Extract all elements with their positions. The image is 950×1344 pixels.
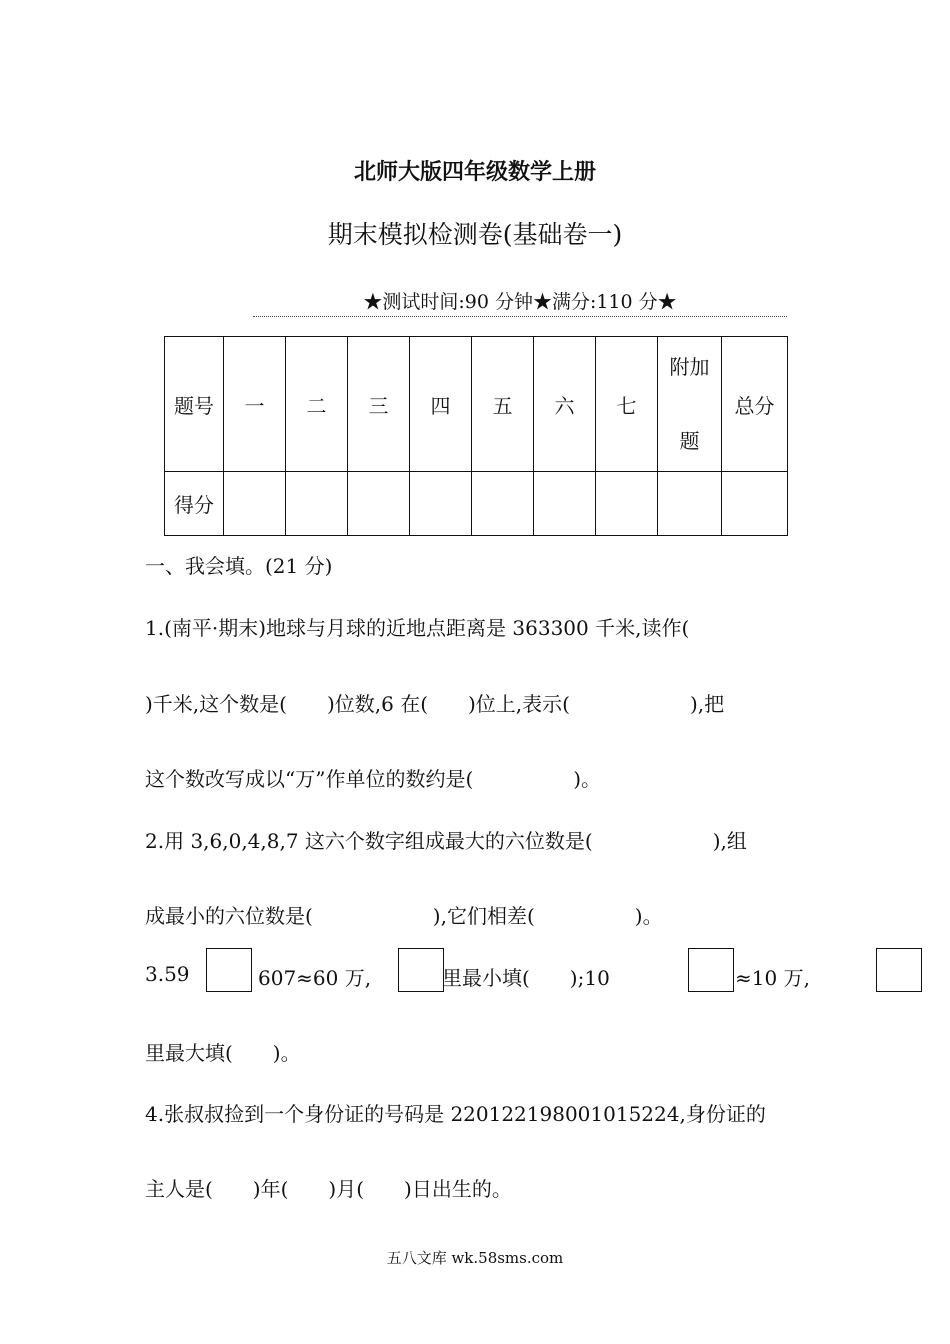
q1-line2: )千米,这个数是( )位数,6 在( )位上,表示( ),把 (145, 692, 725, 716)
score-cell[interactable] (596, 472, 658, 536)
section-heading: 一、我会填。(21 分) (145, 554, 333, 578)
score-table (164, 336, 788, 536)
answer-box[interactable] (876, 948, 922, 992)
score-cell[interactable] (658, 472, 722, 536)
score-cell[interactable] (410, 472, 472, 536)
col-header-7: 七 (596, 337, 658, 472)
score-cell[interactable] (286, 472, 348, 536)
col-header-2: 二 (286, 337, 348, 472)
extra-line2: 题 (679, 429, 700, 453)
table-row (165, 472, 788, 536)
col-header-6: 六 (534, 337, 596, 472)
document-title: 北师大版四年级数学上册 (353, 159, 596, 185)
q1-line3: 这个数改写成以“万”作单位的数约是( )。 (145, 767, 602, 791)
score-cell[interactable] (348, 472, 410, 536)
table-row (165, 337, 788, 472)
q2-line2: 成最小的六位数是( ),它们相差( )。 (145, 904, 663, 928)
answer-box[interactable] (206, 948, 252, 992)
q3-part3: 里最小填( );10 (442, 966, 610, 990)
exam-info: ★测试时间:90 分钟★满分:110 分★ (253, 287, 787, 317)
row-label-score: 得分 (165, 472, 224, 536)
score-cell[interactable] (722, 472, 788, 536)
score-cell[interactable] (472, 472, 534, 536)
score-cell[interactable] (224, 472, 286, 536)
col-header-extra (658, 337, 722, 472)
col-header-3: 三 (348, 337, 410, 472)
answer-box[interactable] (398, 948, 444, 992)
footer-watermark: 五八文库 wk.58sms.com (386, 1249, 564, 1267)
extra-line1: 附加 (669, 355, 710, 379)
q4-line1: 4.张叔叔捡到一个身份证的号码是 220122198001015224,身份证的 (145, 1102, 766, 1126)
q3-part2: 607≈60 万, (258, 966, 372, 990)
col-header-5: 五 (472, 337, 534, 472)
document-subtitle: 期末模拟检测卷(基础卷一) (327, 220, 623, 249)
col-header-4: 四 (410, 337, 472, 472)
score-cell[interactable] (534, 472, 596, 536)
q3-part4: ≈10 万, (735, 966, 810, 990)
answer-box[interactable] (688, 948, 734, 992)
row-label-question-number: 题号 (165, 337, 224, 472)
col-header-1: 一 (224, 337, 286, 472)
col-header-total: 总分 (722, 337, 788, 472)
q3-part1: 3.59 (145, 962, 190, 986)
q4-line2: 主人是( )年( )月( )日出生的。 (145, 1177, 512, 1201)
q1-line1: 1.(南平·期末)地球与月球的近地点距离是 363300 千米,读作( (145, 616, 690, 640)
q2-line1: 2.用 3,6,0,4,8,7 这六个数字组成最大的六位数是( ),组 (145, 829, 747, 853)
q3-line2: 里最大填( )。 (145, 1041, 301, 1065)
